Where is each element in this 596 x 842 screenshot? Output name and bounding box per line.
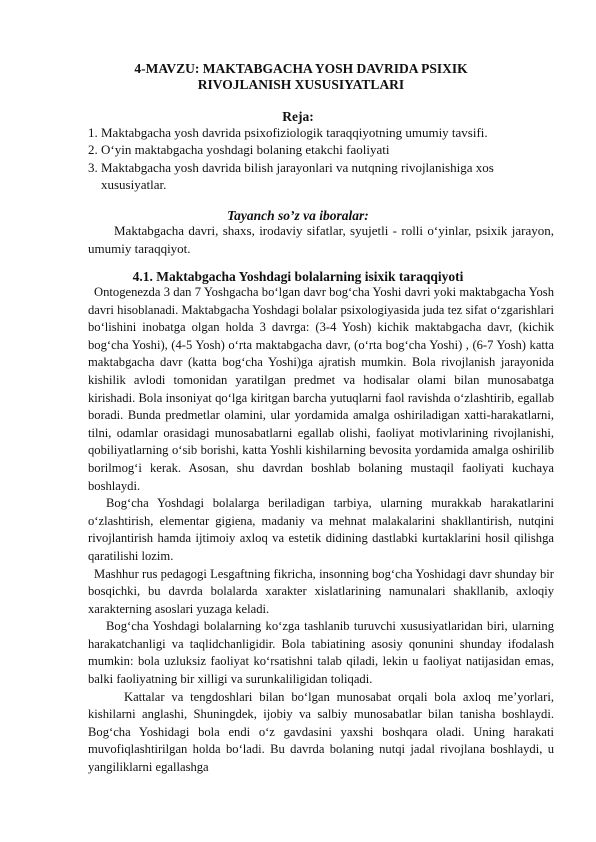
paragraph-4: Bog‘cha Yoshdagi bolalarning ko‘zga tashlanib turuvchi xususiyatlaridan biri, ularning harakatchanligi va taqlidchanligidir. Bola tabiatining asosiy qonunini shunday ifodalash mumkin: bola uzluksiz faoliyat ko‘rsatishni talab qiladi, lekin u faoliyat natijasidan emas, balki faoliyatning bir xilligi va surunkaliligidan toliqadi. <box>88 619 554 687</box>
plan-heading: Reja: <box>282 109 314 124</box>
keywords-heading: Tayanch so’z va iboralar: <box>227 208 369 223</box>
paragraph-3: Mashhur rus pedagogi Lesgaftning fikricha, insonning bog‘cha Yoshidagi davr shunday bir bosqichki, bu davrda bolalarda xarakter xislatlarining namunalari shakllanib, axloqiy xarakterning asoslari yuzaga keladi. <box>88 566 554 616</box>
paragraph-2: Bog‘cha Yoshdagi bolalarga beriladigan tarbiya, ularning murakkab harakatlarini o‘zlashtirish, elementar gigiena, madaniy va mehnat malakalarini shakllantirish, nutqini rivojlantirish hamda ijtimoiy axloq va estetik didining dastlabki kurtaklarini hosil qilishga qaratilishi lozim. <box>88 496 554 563</box>
body-text <box>88 284 554 777</box>
plan-item-3: 3. Maktabgacha yosh davrida bilish jarayonlari va nutqning rivojlanishiga xos <box>88 160 494 175</box>
document-title-line1: 4-MAVZU: MAKTABGACHA YOSH DAVRIDA PSIXIK <box>134 61 468 76</box>
paragraph-5: Kattalar va tengdoshlari bilan bo‘lgan munosabat orqali bola axloq me’yorlari, kishilarni anglashi, Shuningdek, ijobiy va salbiy munosabatlar bilan tanisha boshlaydi. Bog‘cha Yoshidagi bola endi o‘z gavdasini yaxshi boshqara oladi. Uning harakati muvofiqlashtirilgan holda bo‘ladi. Bu davrda bolaning nutqi jadal rivojlana boshlaydi, u yangiliklarni egallashga <box>88 689 554 775</box>
plan-item-3-continuation: xususiyatlar. <box>101 177 167 192</box>
section-heading: 4.1. Maktabgacha Yoshdagi bolalarning isixik taraqqiyoti <box>132 269 464 284</box>
paragraph-1: Ontogenezda 3 dan 7 Yoshgacha bo‘lgan davr bog‘cha Yoshi davri yoki maktabgacha Yosh davri hisoblanadi. Maktabgacha Yoshdagi bolalar psixologiyasida juda tez sifat o‘zgarishlari bo‘lishini inobatga olgan holda 3 davrga: (3-4 Yosh) kichik maktabgacha davr, (kichik bog‘cha Yoshi), (4-5 Yosh) o‘rta maktabgacha davr, (o‘rta bog‘cha Yoshi) , (6-7 Yosh) katta maktabgacha davr (katta bog‘cha Yoshi)ga ajratish mumkin. Bola rivojlanish jarayonida kishilik avlodi tomonidan yaratilgan predmet va hodisalar olami bilan munosabatga kirishadi. Bola insoniyat qo‘lga kiritgan barcha yutuqlarni faol ravishda o‘zlashtirib, egallab boradi. Bunda predmetlar olamini, ular yordamida amalga oshiriladigan xatti-harakatlarni, tilni, odamlar orasidagi munosabatlarni egallab olishi, faoliyat motivlarining rivojlanishi, qobiliyatlarning o‘sib borishi, katta Yoshli kishilarning bevosita yordamida amalga oshirilib borilmog‘i kerak. Asosan, shu davrdan boshlab bolaning mustaqil faoliyati kuchaya boshlaydi. <box>88 285 554 493</box>
keywords-text: Maktabgacha davri, shaxs, irodaviy sifatlar, syujetli - rolli o‘yinlar, psixik jarayon, umumiy taraqqiyot. <box>88 223 554 256</box>
plan-item-2: 2. O‘yin maktabgacha yoshdagi bolaning etakchi faoliyati <box>88 142 390 157</box>
plan-item-1: 1. Maktabgacha yosh davrida psixofiziologik taraqqiyotning umumiy tavsifi. <box>88 125 488 140</box>
document-title-line2: RIVOJLANISH XUSUSIYATLARI <box>197 77 405 92</box>
